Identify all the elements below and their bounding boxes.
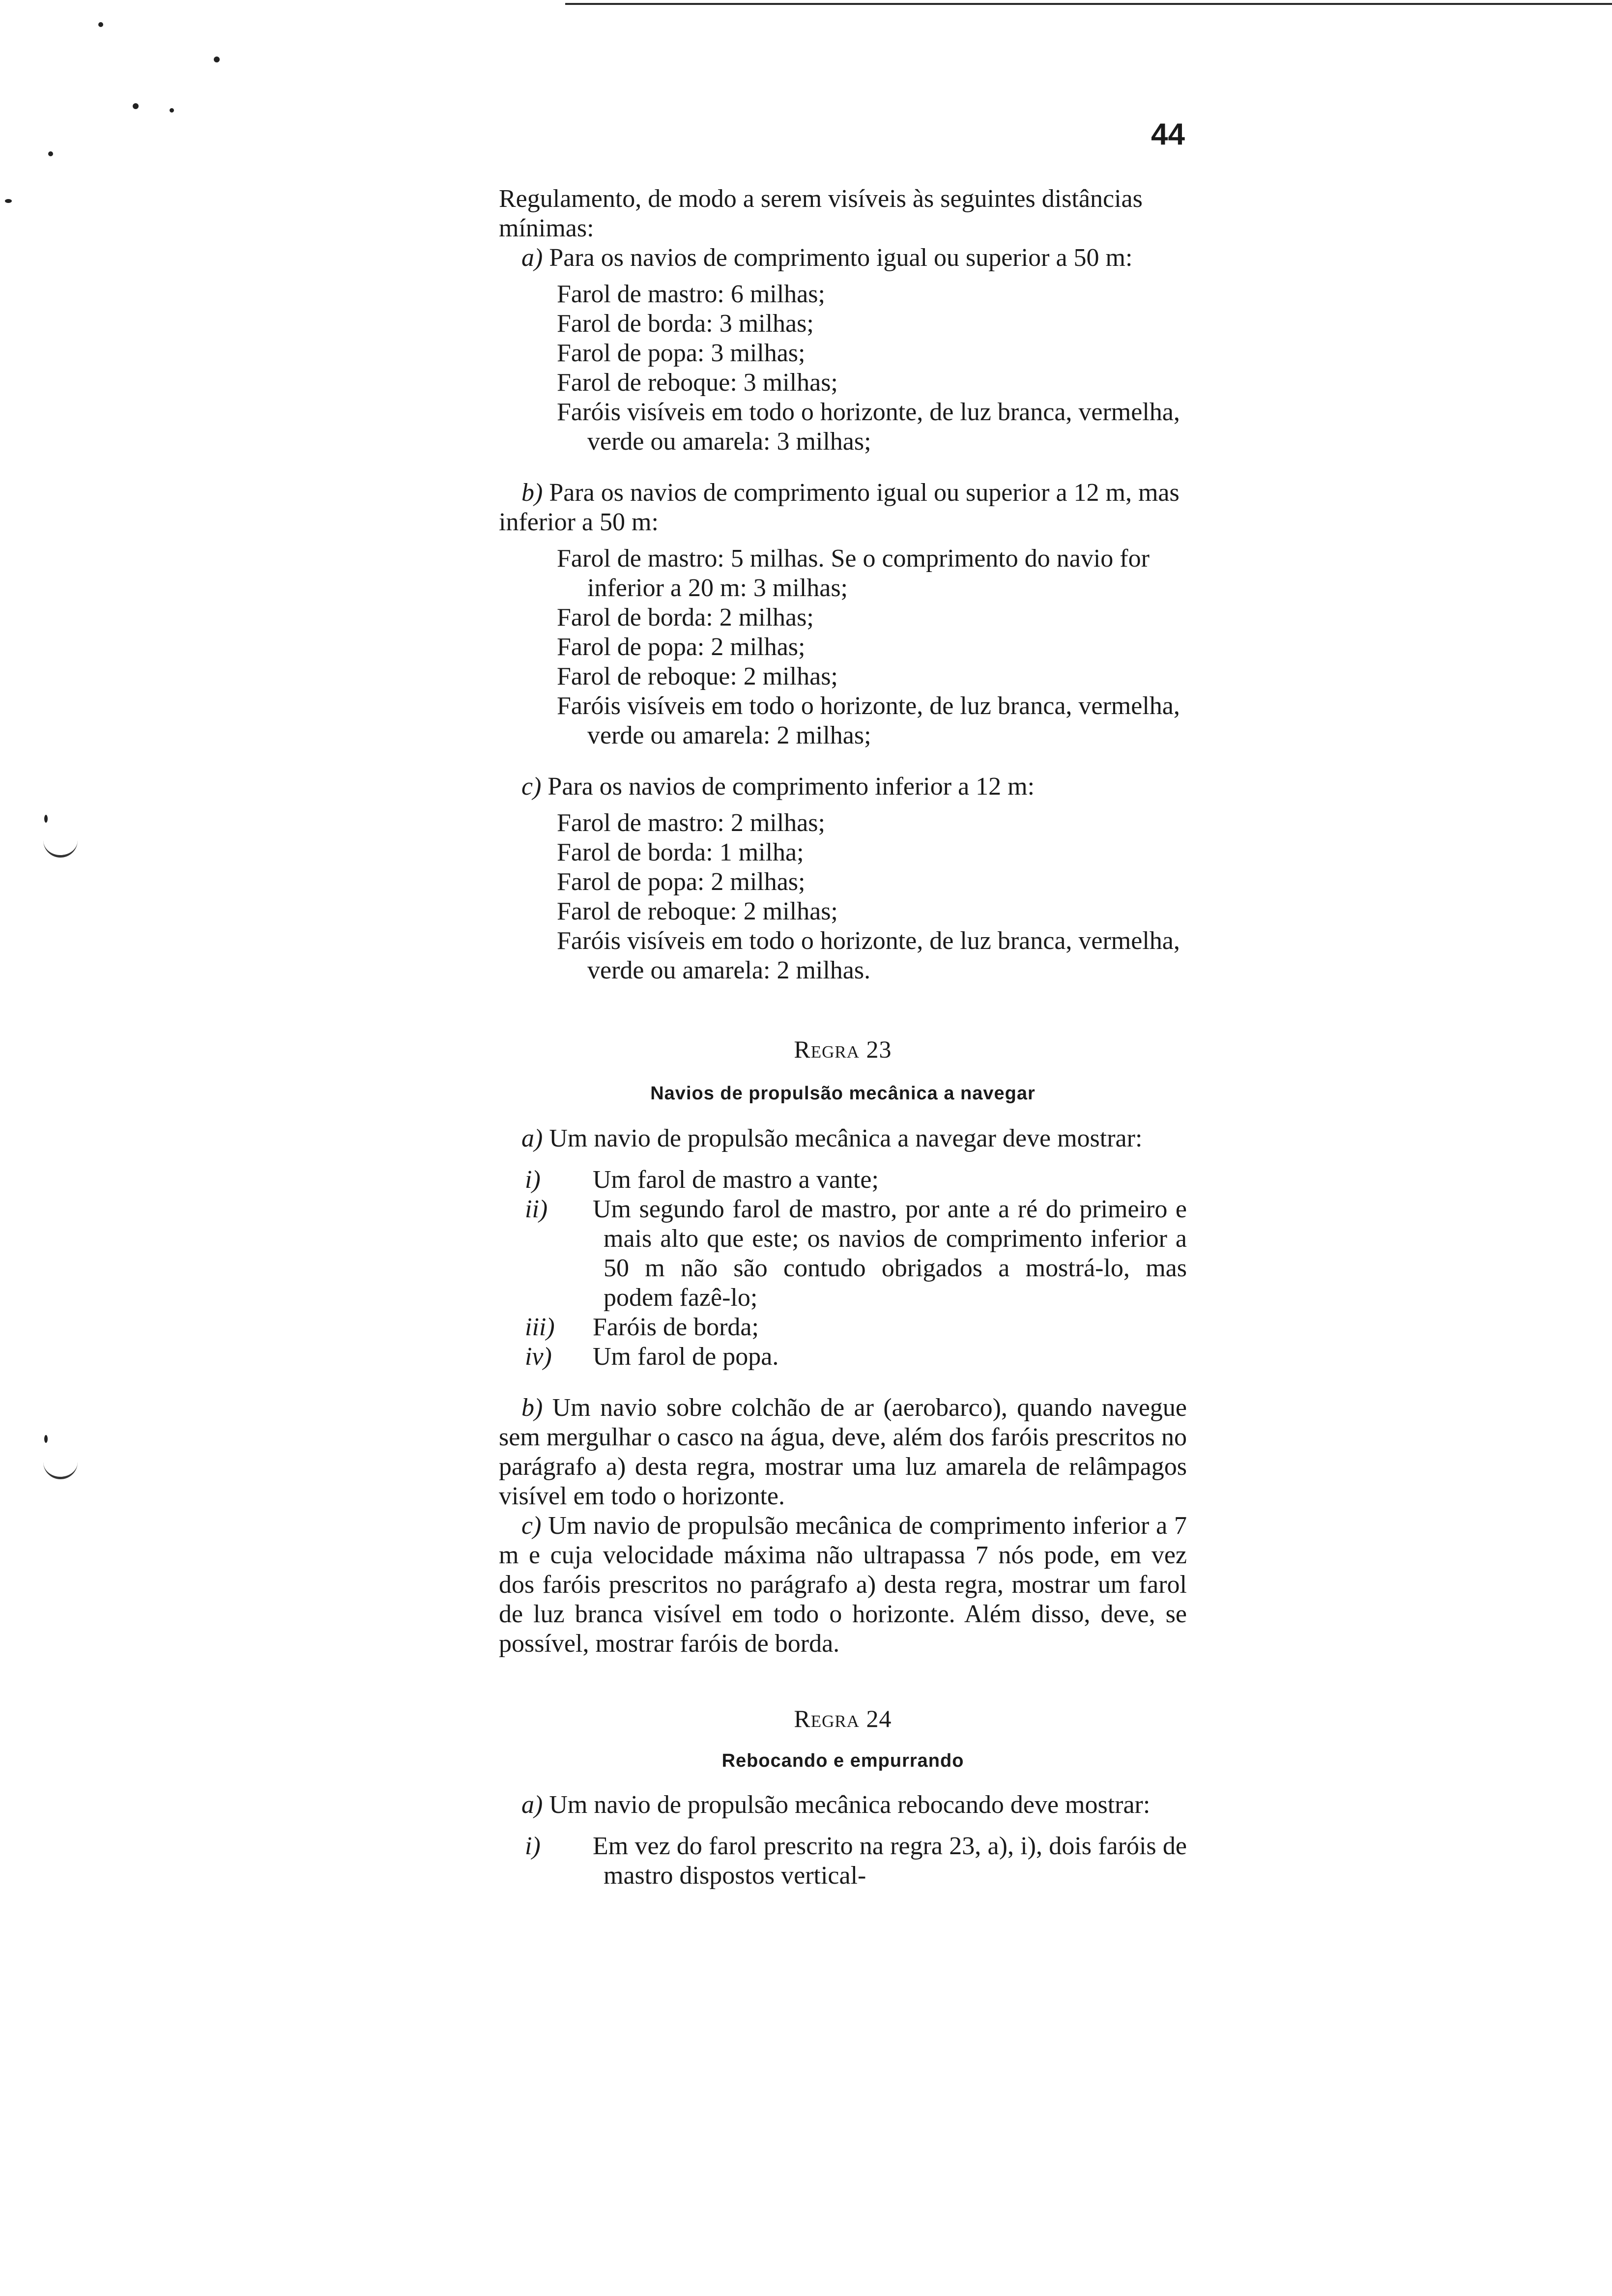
- scan-speck: [214, 57, 220, 62]
- list-item: Farol de mastro: 2 milhas;: [557, 809, 825, 837]
- rule-23-clause-a: [499, 1124, 1187, 1153]
- clause-c-marker: c): [521, 773, 542, 801]
- clause-a-marker: a): [521, 1124, 543, 1152]
- item-number: iii): [525, 1313, 555, 1341]
- list-item: [525, 1165, 1187, 1195]
- scan-speck: [98, 22, 103, 27]
- list-item: [525, 1313, 1187, 1342]
- intro-lead: Regulamento, de modo a serem visíveis às seguintes distâncias mínimas:: [499, 185, 1143, 242]
- clause-b: [499, 478, 1187, 537]
- margin-mark: [43, 835, 78, 858]
- list-item: Farol de reboque: 2 milhas;: [557, 897, 838, 925]
- item-text: Faróis de borda;: [593, 1313, 759, 1341]
- distance-list-a: [557, 280, 1187, 457]
- distance-list-b: [557, 544, 1187, 750]
- page-number: 44: [1151, 117, 1185, 151]
- list-item: Farol de mastro: 5 milhas. Se o comprimento do navio for inferior a 20 m: 3 milhas;: [557, 545, 1150, 602]
- rule-24-items: [525, 1832, 1187, 1891]
- item-text: Um farol de mastro a vante;: [593, 1166, 879, 1194]
- rule-23-items: [525, 1165, 1187, 1372]
- rule-23-subtitle: Navios de propulsão mecânica a navegar: [650, 1083, 1036, 1104]
- clause-a-marker: a): [521, 1791, 543, 1819]
- list-item: Farol de popa: 3 milhas;: [557, 339, 806, 367]
- distance-list-c: [557, 808, 1187, 985]
- item-text: Em vez do farol prescrito na regra 23, a), i), dois faróis de mastro dispostos vertical-: [593, 1832, 1187, 1890]
- scan-speck: [5, 199, 12, 203]
- list-item: Faróis visíveis em todo o horizonte, de luz branca, vermelha, verde ou amarela: 3 milhas;: [557, 398, 1180, 456]
- scan-speck: [44, 1435, 48, 1443]
- item-text: Um farol de popa.: [593, 1343, 779, 1371]
- list-item: Farol de borda: 1 milha;: [557, 838, 804, 866]
- list-item: Farol de mastro: 6 milhas;: [557, 280, 825, 308]
- clause-c-text: Um navio de propulsão mecânica de comprimento inferior a 7 m e cuja velocidade máxima não ultrapassa 7 nós pode, em vez dos faróis prescritos no parágrafo a) desta regra, mostrar um farol de luz branca visível em todo o horizonte. Além disso, deve, se possível, mostrar faróis de borda.: [499, 1512, 1187, 1658]
- item-number: iv): [525, 1343, 552, 1371]
- clause-b-text: Um navio sobre colchão de ar (aerobarco), quando navegue sem mergulhar o casco na água, deve, além dos faróis prescritos no parágrafo a) desta regra, mostrar uma luz amarela de relâmpagos visível em todo o horizonte.: [499, 1394, 1187, 1510]
- scan-speck: [48, 151, 53, 156]
- clause-a-marker: a): [521, 244, 543, 272]
- item-number: ii): [525, 1195, 548, 1223]
- rule-23-clause-c: [499, 1511, 1187, 1659]
- list-item: Farol de borda: 3 milhas;: [557, 310, 814, 338]
- rule-24-title: Regra 24: [794, 1705, 892, 1732]
- clause-b-marker: b): [521, 1394, 543, 1422]
- clause-c-text: Para os navios de comprimento inferior a 12 m:: [547, 773, 1035, 801]
- list-item: [525, 1195, 1187, 1313]
- clause-a-text: Um navio de propulsão mecânica rebocando deve mostrar:: [549, 1791, 1151, 1819]
- scan-speck: [170, 108, 174, 113]
- list-item: [525, 1342, 1187, 1372]
- clause-c: [499, 772, 1187, 802]
- clause-a-text: Um navio de propulsão mecânica a navegar deve mostrar:: [549, 1124, 1143, 1152]
- clause-a: [499, 243, 1187, 273]
- clause-a-text: Para os navios de comprimento igual ou superior a 50 m:: [549, 244, 1133, 272]
- list-item: Faróis visíveis em todo o horizonte, de luz branca, vermelha, verde ou amarela: 2 milhas.: [557, 927, 1180, 984]
- margin-mark: [43, 1457, 78, 1479]
- page-content: [499, 184, 1187, 1891]
- item-number: i): [525, 1166, 541, 1194]
- scan-speck: [133, 103, 139, 109]
- list-item: Farol de reboque: 3 milhas;: [557, 369, 838, 397]
- item-number: i): [525, 1832, 541, 1860]
- rule-23-clause-b: [499, 1393, 1187, 1511]
- clause-c-marker: c): [521, 1512, 542, 1540]
- rule-23-title: Regra 23: [794, 1035, 892, 1063]
- list-item: Farol de popa: 2 milhas;: [557, 868, 806, 896]
- scan-speck: [44, 815, 48, 823]
- list-item: Faróis visíveis em todo o horizonte, de luz branca, vermelha, verde ou amarela: 2 milhas;: [557, 692, 1180, 749]
- list-item: Farol de popa: 2 milhas;: [557, 633, 806, 661]
- clause-b-text: Para os navios de comprimento igual ou superior a 12 m, mas inferior a 50 m:: [499, 479, 1180, 536]
- rule-24-clause-a: [499, 1790, 1187, 1820]
- item-text: Um segundo farol de mastro, por ante a ré do primeiro e mais alto que este; os navios de comprimento inferior a 50 m não são contudo obrigados a mostrá-lo, mas podem fazê-lo;: [593, 1195, 1187, 1312]
- list-item: Farol de reboque: 2 milhas;: [557, 662, 838, 690]
- clause-b-marker: b): [521, 479, 543, 507]
- list-item: [525, 1832, 1187, 1891]
- top-rule: [565, 3, 1612, 5]
- rule-24-subtitle: Rebocando e empurrando: [721, 1751, 964, 1771]
- list-item: Farol de borda: 2 milhas;: [557, 603, 814, 631]
